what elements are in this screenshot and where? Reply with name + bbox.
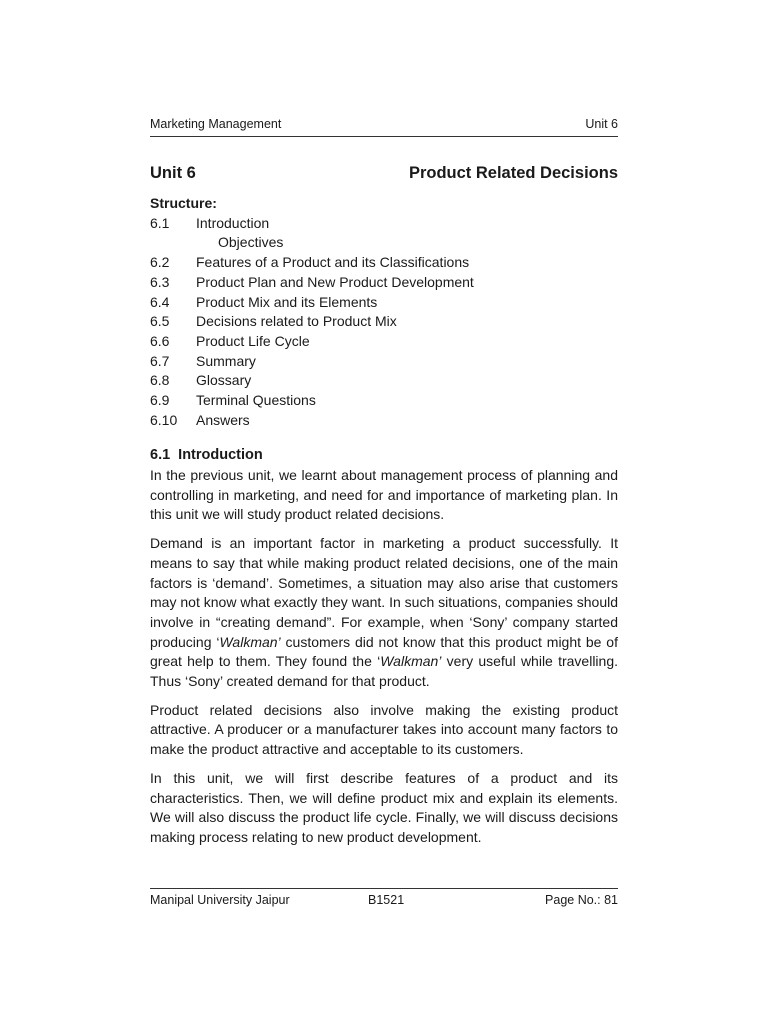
footer-university: Manipal University Jaipur: [150, 893, 290, 907]
paragraph-text: Demand is an important factor in marketing a product successfully. It means to say that while making product related decisions, one of the main factors is ‘demand’. Sometimes, a situation may also arise that customers may not know what exactly they want. In such situations, companies should involve in “creating demand”. For example, when ‘Sony’ company started producing ‘: [150, 535, 618, 650]
toc-item-label: Glossary: [196, 372, 252, 389]
structure-toc: [150, 194, 618, 430]
toc-item-number: 6.9: [150, 392, 170, 409]
unit-title: [150, 162, 618, 184]
toc-item-number: 6.5: [150, 313, 170, 330]
structure-heading: Structure:: [150, 195, 217, 211]
footer-course-code: B1521: [368, 893, 405, 907]
header-divider: [150, 136, 618, 137]
toc-item-label: Features of a Product and its Classifications: [196, 254, 470, 271]
paragraph: Product related decisions also involve making the existing product attractive. A producer or a manufacturer takes into account many factors to make the product attractive and acceptable to its customers.: [150, 701, 618, 758]
toc-item: [150, 371, 618, 391]
paragraph-text: very useful while travelling. Thus ‘Sony’ created demand for that product.: [150, 653, 618, 690]
toc-item-number: 6.10: [150, 411, 178, 428]
page-footer: [150, 892, 618, 908]
toc-item-number: 6.4: [150, 293, 170, 310]
section-number: 6.1: [150, 447, 171, 463]
toc-item-number: 6.6: [150, 332, 170, 349]
footer-page-number: Page No.: 81: [545, 893, 618, 907]
toc-item-number: 6.7: [150, 352, 170, 369]
toc-item-label: Decisions related to Product Mix: [196, 313, 397, 330]
document-page: [150, 0, 618, 1024]
toc-subitem: [150, 233, 618, 253]
paragraph: [150, 534, 618, 692]
toc-item: [150, 352, 618, 372]
section-body: [150, 466, 618, 857]
toc-item-label: Terminal Questions: [196, 392, 316, 409]
toc-item-label: Summary: [196, 352, 256, 369]
toc-item: [150, 391, 618, 411]
paragraph-text: customers did not know that this product might be of great help to them. They found the ‘: [150, 633, 618, 670]
toc-item: [150, 312, 618, 332]
paragraph: In this unit, we will first describe features of a product and its characteristics. Then, we will define product mix and explain its elements. We will also discuss the product life cycle. Finally, we will discuss decisions making process relating to new product development.: [150, 769, 618, 845]
toc-item: [150, 273, 618, 293]
toc-item: [150, 411, 618, 431]
toc-item-label: Product Life Cycle: [196, 332, 310, 349]
toc-item: [150, 214, 618, 234]
toc-item-label: Product Mix and its Elements: [196, 293, 378, 310]
unit-name: Product Related Decisions: [408, 164, 618, 182]
emphasis-text: Walkman’: [219, 633, 281, 650]
section-title: Introduction: [178, 447, 263, 463]
toc-item-label: Introduction: [196, 214, 270, 231]
header-unit-label: Unit 6: [585, 117, 618, 131]
paragraph: In the previous unit, we learnt about management process of planning and controlling in marketing, and need for and importance of marketing plan. In this unit we will study product related decisions.: [150, 467, 618, 523]
toc-item-label: Objectives: [218, 234, 284, 251]
toc-item-number: 6.8: [150, 372, 170, 389]
toc-item: [150, 332, 618, 352]
header-course-title: Marketing Management: [150, 117, 282, 131]
unit-number: Unit 6: [150, 164, 196, 182]
toc-item-label: Answers: [196, 411, 250, 428]
toc-item-label: Product Plan and New Product Development: [196, 273, 474, 290]
toc-item: [150, 253, 618, 273]
section-heading: [150, 445, 263, 465]
emphasis-text: Walkman’: [380, 653, 442, 670]
footer-divider: [150, 888, 618, 889]
page-header: [150, 116, 618, 132]
toc-item-number: 6.2: [150, 254, 170, 271]
toc-item: [150, 293, 618, 313]
toc-item-number: 6.3: [150, 273, 170, 290]
toc-item-number: 6.1: [150, 214, 170, 231]
